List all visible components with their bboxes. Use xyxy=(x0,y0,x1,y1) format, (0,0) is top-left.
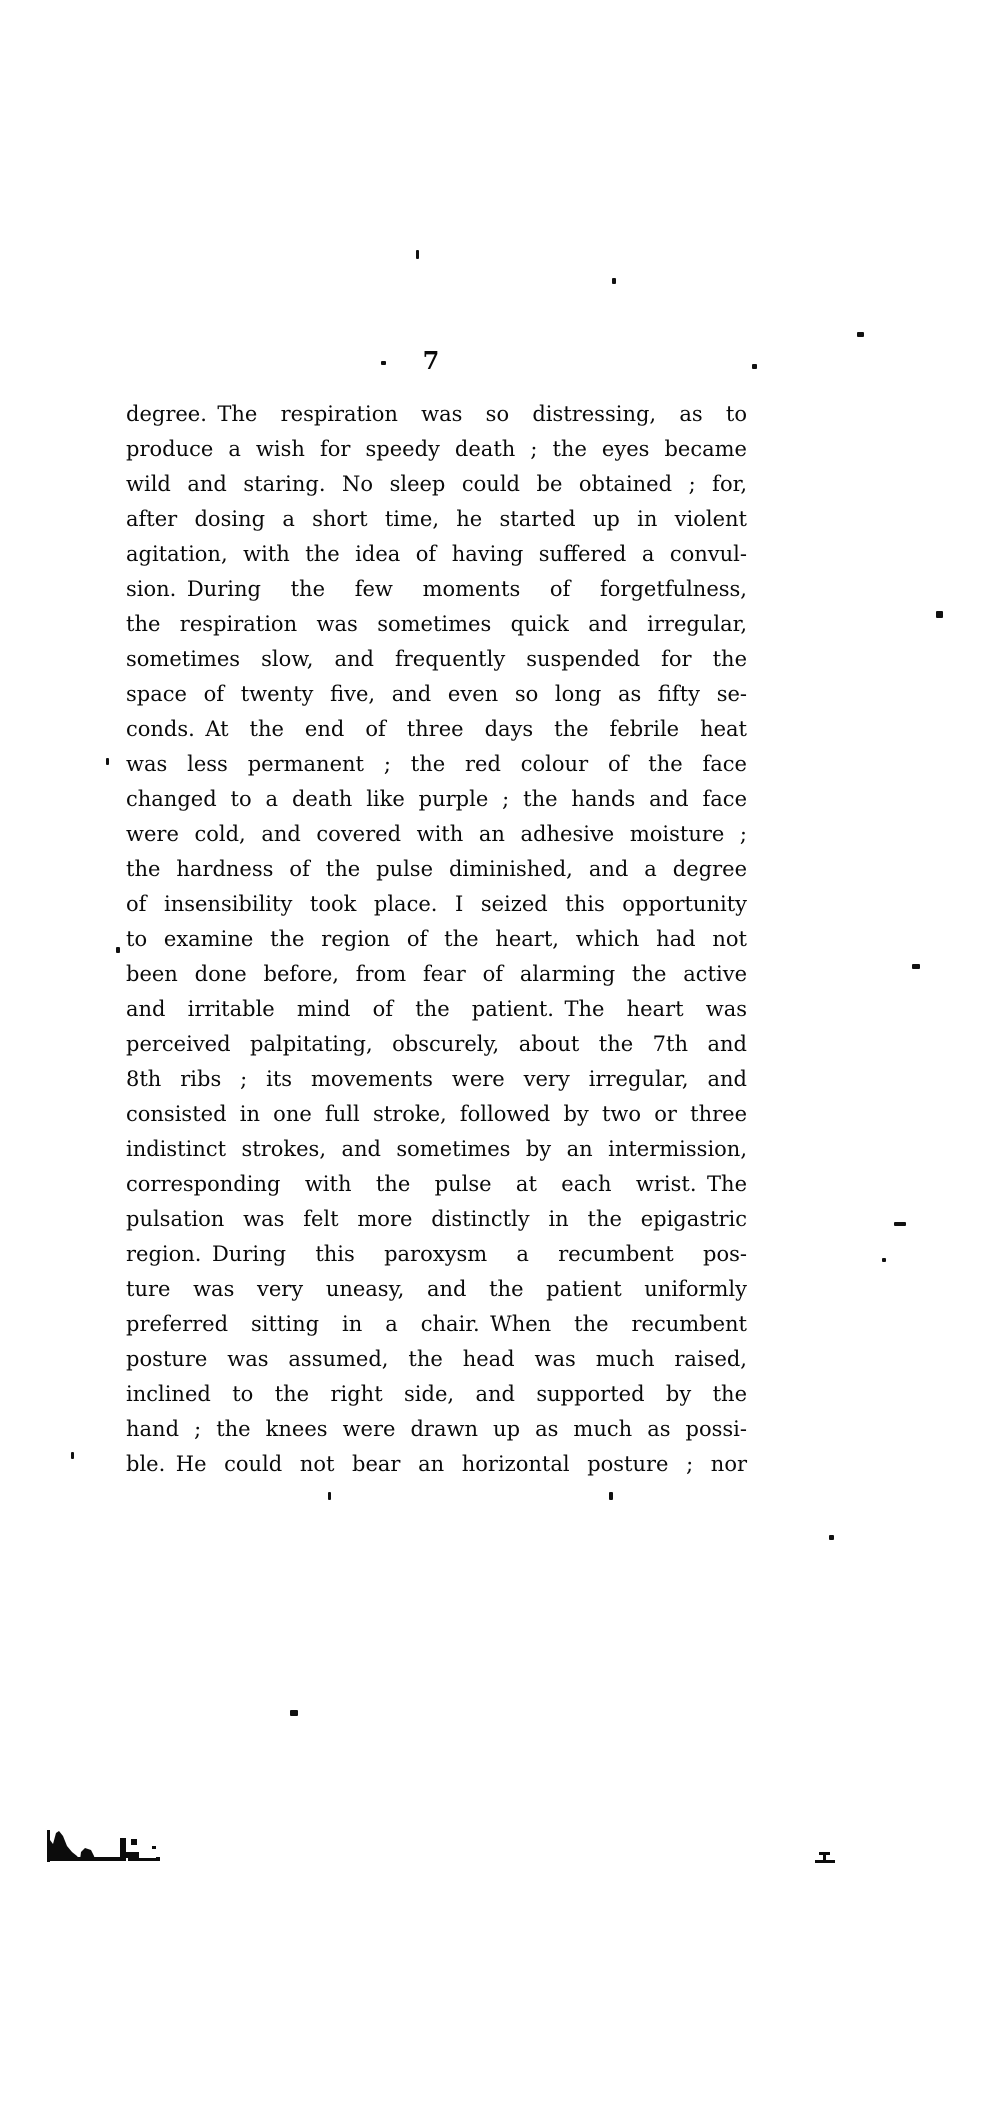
ink-mark-bottom-right xyxy=(813,1852,838,1864)
stray-ink-speck xyxy=(612,278,616,284)
text-line: wild and staring. No sleep could be obtained ; for, xyxy=(126,472,747,496)
page-number: 7 xyxy=(422,346,441,375)
stray-ink-speck xyxy=(912,964,920,969)
stray-ink-speck xyxy=(752,364,757,369)
text-line: been done before, from fear of alarming the active xyxy=(126,962,747,986)
text-line: ture was very uneasy, and the patient uniformly xyxy=(126,1277,747,1301)
stray-ink-speck xyxy=(381,361,386,365)
text-line: conds. At the end of three days the febrile heat xyxy=(126,717,747,741)
text-line: the respiration was sometimes quick and irregular, xyxy=(126,612,747,636)
stray-ink-speck xyxy=(857,332,864,337)
text-line: the hardness of the pulse diminished, and a degree xyxy=(126,857,747,881)
text-line: produce a wish for speedy death ; the eyes became xyxy=(126,437,747,461)
text-line: space of twenty five, and even so long as fifty se- xyxy=(126,682,747,706)
text-line: of insensibility took place. I seized this opportunity xyxy=(126,892,747,916)
stray-ink-speck xyxy=(416,250,419,259)
text-line: agitation, with the idea of having suffered a convul- xyxy=(126,542,747,566)
text-line: posture was assumed, the head was much raised, xyxy=(126,1347,747,1371)
text-line: 8th ribs ; its movements were very irregular, and xyxy=(126,1067,747,1091)
text-line: were cold, and covered with an adhesive moisture ; xyxy=(126,822,747,846)
stray-ink-speck xyxy=(290,1710,298,1716)
stray-ink-speck xyxy=(894,1222,906,1226)
stray-ink-speck xyxy=(882,1258,886,1262)
text-block xyxy=(126,397,747,1482)
text-line: changed to a death like purple ; the hands and face xyxy=(126,787,747,811)
stray-ink-speck xyxy=(71,1452,74,1459)
stray-ink-speck xyxy=(116,947,120,953)
text-line: perceived palpitating, obscurely, about the 7th and xyxy=(126,1032,747,1056)
stray-ink-speck xyxy=(328,1492,331,1500)
text-line: region. During this paroxysm a recumbent pos- xyxy=(126,1242,747,1266)
text-line: to examine the region of the heart, which had not xyxy=(126,927,747,951)
text-line: and irritable mind of the patient. The heart was xyxy=(126,997,747,1021)
text-line: indistinct strokes, and sometimes by an intermission, xyxy=(126,1137,747,1161)
stray-ink-speck xyxy=(829,1535,834,1540)
text-line: hand ; the knees were drawn up as much as possi- xyxy=(126,1417,747,1441)
text-line: after dosing a short time, he started up in violent xyxy=(126,507,747,531)
text-line: sometimes slow, and frequently suspended for the xyxy=(126,647,747,671)
stray-ink-speck xyxy=(609,1492,613,1500)
text-line: corresponding with the pulse at each wrist. The xyxy=(126,1172,747,1196)
stray-ink-speck xyxy=(936,611,943,618)
ink-smudge-bottom-left xyxy=(44,1824,164,1866)
text-line: inclined to the right side, and supported by the xyxy=(126,1382,747,1406)
text-line: sion. During the few moments of forgetfulness, xyxy=(126,577,747,601)
text-line: consisted in one full stroke, followed by two or three xyxy=(126,1102,747,1126)
text-line: ble. He could not bear an horizontal posture ; nor xyxy=(126,1452,747,1476)
text-line: was less permanent ; the red colour of the face xyxy=(126,752,747,776)
stray-ink-speck xyxy=(106,758,109,765)
text-line: pulsation was felt more distinctly in the epigastric xyxy=(126,1207,747,1231)
text-line: preferred sitting in a chair. When the recumbent xyxy=(126,1312,747,1336)
text-line: degree. The respiration was so distressing, as to xyxy=(126,402,747,426)
